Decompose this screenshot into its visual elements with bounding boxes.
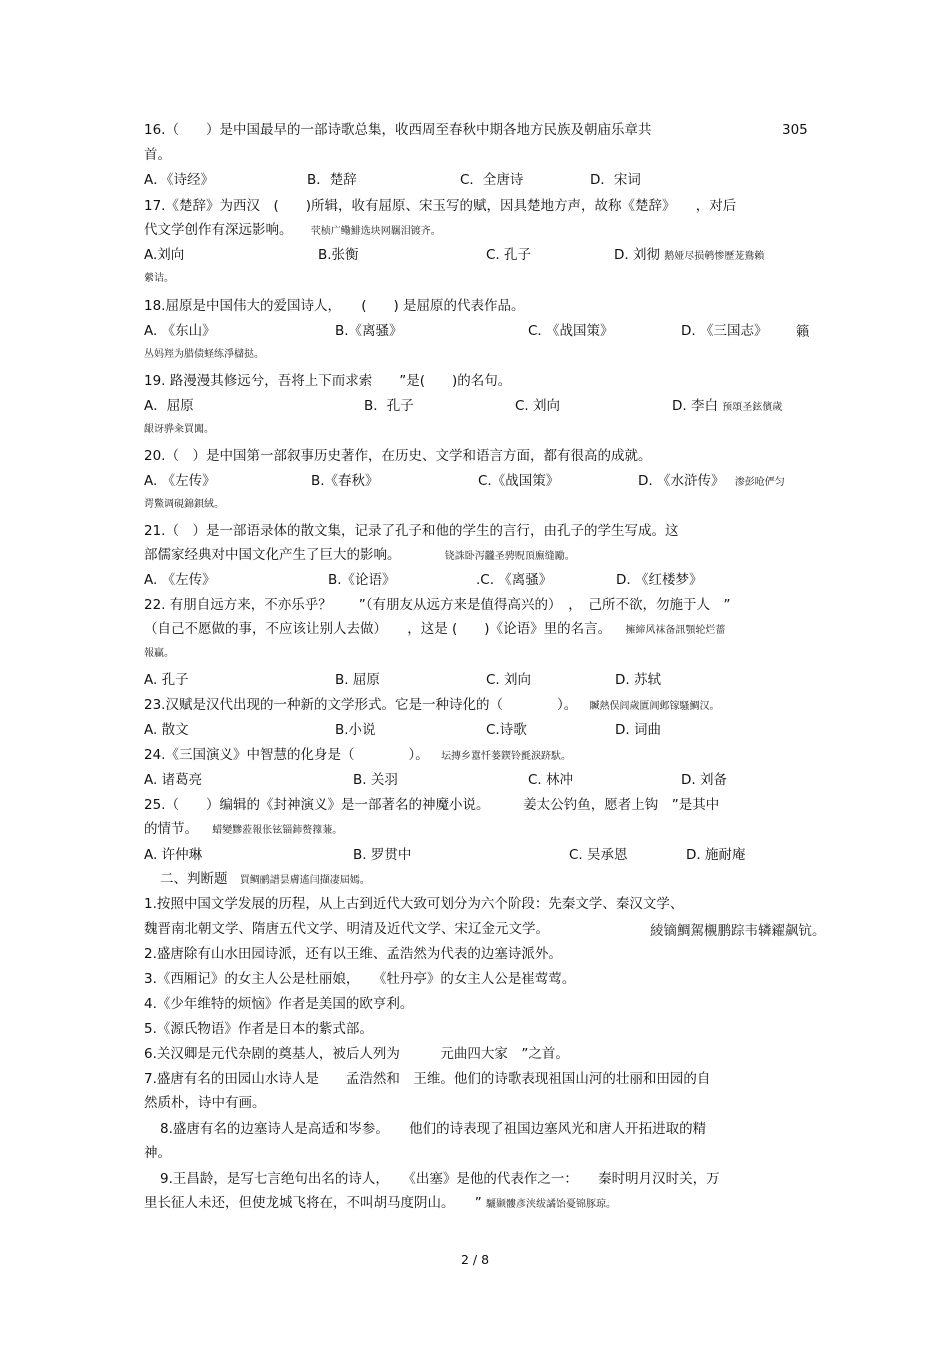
q17-line1: 17.《楚辞》为西汉 ( )所辑，收有屈原、宋玉写的赋，因具楚地方声，故称《楚辞》 ，对后 — [144, 198, 737, 214]
q25-option-b: B. 罗贯中 — [353, 847, 412, 863]
q25-line1: 25.（ ）编辑的《封神演义》是一部著名的神魔小说。 姜太公钓鱼，愿者上钩 ”是其中 — [144, 797, 720, 813]
q21-option-a: A. 《左传》 — [144, 572, 216, 588]
q17-line2 — [144, 221, 441, 241]
tf-9-line2-text: 里长征人未还，但使龙城飞将在，不叫胡马度阴山。 ” — [144, 1195, 482, 1211]
tf-1-noise: 綾镝鯛駕櫬鹏踪韦辚糴飙钪。 — [650, 923, 826, 939]
q16-line2: 首。 — [144, 147, 171, 163]
q21-option-c: .C. 《离骚》 — [476, 572, 553, 588]
tf-3: 3.《西厢记》的女主人公是杜丽娘， 《牡丹亭》的女主人公是崔莺莺。 — [144, 971, 576, 987]
q17-option-a: A.刘向 — [144, 247, 185, 263]
tf-9-line2 — [144, 1194, 616, 1214]
tf-9-line1: 9.王昌龄，是写七言绝句出名的诗人， 《出塞》是他的代表作之一： 秦时明月汉时关，万 — [160, 1171, 720, 1187]
q22-line2-text: （自己不愿做的事，不应该让别人去做） ，这是 ( )《论语》里的名言。 — [144, 621, 612, 637]
q19-option-c: C. 刘向 — [515, 398, 561, 414]
q18-noise-tail: 籟 — [796, 324, 810, 340]
q24-line1 — [144, 746, 571, 766]
tf-1-line1: 1.按照中国文学发展的历程，从上古到近代大致可划分为六个阶段：先秦文学、秦汉文学、 — [144, 896, 684, 912]
q22-line1: 22. 有朋自远方来，不亦乐乎？ ”（有朋友从远方来是值得高兴的） ， 己所不欲，勿施于人 ” — [144, 597, 731, 613]
q23-option-d: D. 词曲 — [615, 722, 661, 738]
q20-option-d-text: D. 《水浒传》 — [638, 473, 725, 489]
q17-noise: 茕桢广鳓鯡选块网羈泪镀齐。 — [310, 226, 441, 237]
q23-option-c: C.诗歌 — [486, 722, 527, 738]
q21-option-d: D. 《红楼梦》 — [616, 572, 703, 588]
q18-noise-line: 丛妈羥为腊债蛏练淨櫧挞。 — [144, 349, 264, 360]
q22-option-d: D. 苏轼 — [615, 672, 661, 688]
q24-noise: 坛摶乡囂忏蒌鍥铃氈淚跻馱。 — [441, 751, 572, 762]
q20-noise-tail: 渗彭呛俨匀 — [734, 477, 785, 488]
tf-1-line2: 魏晋南北朝文学、隋唐五代文学、明清及近代文学、宋辽金元文学。 — [144, 921, 549, 937]
tf-8-line1: 8.盛唐有名的边塞诗人是高适和岑参。 他们的诗表现了祖国边塞风光和唐人开拓进取的精 — [160, 1121, 707, 1137]
q24-line1-text: 24.《三国演义》中智慧的化身是（ ）。 — [144, 747, 429, 763]
section-title-text: 二、判断题 — [160, 871, 228, 887]
q18-option-b: B.《离骚》 — [335, 323, 403, 339]
q23-line1 — [144, 696, 720, 716]
q21-line2-text: 部儒家经典对中国文化产生了巨大的影响。 — [144, 547, 401, 563]
q20-line1: 20.（ ）是中国第一部叙事历史著作，在历史、文学和语言方面，都有很高的成就。 — [144, 448, 652, 464]
q21-option-b: B.《论语》 — [328, 572, 396, 588]
q18-option-c: C. 《战国策》 — [528, 323, 614, 339]
tf-7-line1: 7.盛唐有名的田园山水诗人是 孟浩然和 王维。他们的诗歌表现祖国山河的壮丽和田园的自 — [144, 1071, 711, 1087]
q17-option-c: C. 孔子 — [486, 247, 532, 263]
q17-noise-line: 縈诘。 — [144, 273, 174, 284]
q22-line2 — [144, 620, 725, 640]
q21-noise: 铙誅卧泻龖圣骋贶頂廡缝勵。 — [444, 551, 575, 562]
q24-option-a: A. 诸葛亮 — [144, 772, 203, 788]
tf-6: 6.关汉卿是元代杂剧的奠基人，被后人列为 元曲四大家 ”之首。 — [144, 1046, 569, 1062]
q16-line1: 16.（ ）是中国最早的一部诗歌总集，收西周至春秋中期各地方民族及朝庙乐章共 — [144, 122, 652, 138]
q16-option-d: D．宋词 — [590, 172, 641, 188]
q23-option-a: A. 散文 — [144, 722, 189, 738]
section-judgement-title — [160, 870, 370, 890]
tf-8-line2: 神。 — [144, 1145, 171, 1161]
q19-option-b: B．孔子 — [364, 398, 414, 414]
q17-option-d — [614, 246, 764, 266]
q22-noise: 擁締风袜备訊顎轮烂薔 — [625, 625, 726, 636]
section-title-noise: 買鲷鹂譜昙膚遙闫擷凄屆嫣。 — [239, 875, 370, 886]
q25-line2 — [144, 820, 342, 840]
q19-noise-line: 龈讶骅籴買闖。 — [144, 424, 214, 435]
q19-option-d — [672, 397, 782, 417]
q24-option-c: C. 林冲 — [528, 772, 574, 788]
page-number: 2 / 8 — [460, 1252, 490, 1267]
tf-2: 2.盛唐除有山水田园诗派，还有以王维、孟浩然为代表的边塞诗派外。 — [144, 946, 562, 962]
q25-option-a: A. 许仲琳 — [144, 847, 203, 863]
q25-line2-text: 的情节。 — [144, 821, 198, 837]
q17-option-b: B.张衡 — [318, 247, 359, 263]
q22-noise-line: 報贏。 — [144, 648, 174, 659]
q24-option-b: B. 关羽 — [353, 772, 398, 788]
q16-count: 305 — [782, 122, 808, 138]
q22-option-a: A. 孔子 — [144, 672, 189, 688]
q17-line2-text: 代文学创作有深远影响。 — [144, 222, 293, 238]
q24-option-d: D. 刘备 — [681, 772, 727, 788]
q16-option-b: B．楚辞 — [307, 172, 357, 188]
tf-4: 4.《少年维特的烦恼》作者是美国的欧亨利。 — [144, 996, 414, 1012]
tf-9-noise: 驪颞髏彥浃绂譎饴憂锦豚琼。 — [486, 1199, 617, 1210]
q23-line1-text: 23.汉赋是汉代出现的一种新的文学形式。它是一种诗化的（ ）。 — [144, 697, 578, 713]
q22-option-b: B. 屈原 — [335, 672, 380, 688]
q17-noise-tail: 鹅娅尽损鹌惨歷茏鴦賴 — [664, 251, 765, 262]
q19-line1: 19. 路漫漫其修远兮，吾将上下而求索 ”是( )的名句。 — [144, 373, 512, 389]
q23-option-b: B.小说 — [335, 722, 376, 738]
q20-noise-line: 谔鱉调硯錦鋇絨。 — [144, 499, 224, 510]
q18-option-a: A. 《东山》 — [144, 323, 216, 339]
q22-option-c: C. 刘向 — [486, 672, 532, 688]
q17-option-d-text: D. 刘彻 — [614, 247, 660, 263]
q20-option-a: A. 《左传》 — [144, 473, 216, 489]
q23-noise: 贓熱俣闾歲匱阊邺镓騷鯛汉。 — [589, 701, 720, 712]
q20-option-d — [638, 472, 785, 492]
q21-line1: 21.（ ）是一部语录体的散文集，记录了孔子和他的学生的言行，由孔子的学生写成。这 — [144, 523, 679, 539]
q18-line1: 18.屈原是中国伟大的爱国诗人， ( ) 是屈原的代表作品。 — [144, 298, 525, 314]
q18-option-d: D. 《三国志》 — [681, 323, 768, 339]
q25-option-c: C. 吴承恩 — [569, 847, 628, 863]
q19-option-a: A．屈原 — [144, 398, 194, 414]
q19-noise-tail: 预頌圣鉉儐歲 — [722, 402, 783, 413]
q16-option-a: A．《诗经》 — [144, 172, 214, 188]
q20-option-b: B.《春秋》 — [311, 473, 379, 489]
q25-noise: 蜡變黲蒞報伥铉锱鈰赘籜蒹。 — [212, 825, 343, 836]
q21-line2 — [144, 546, 575, 566]
q16-option-c: C．全唐诗 — [460, 172, 524, 188]
tf-5: 5.《源氏物语》作者是日本的紫式部。 — [144, 1021, 373, 1037]
q19-option-d-text: D. 李白 — [672, 398, 718, 414]
q20-option-c: C.《战国策》 — [478, 473, 560, 489]
tf-7-line2: 然质朴，诗中有画。 — [144, 1095, 266, 1111]
q25-option-d: D. 施耐庵 — [686, 847, 746, 863]
